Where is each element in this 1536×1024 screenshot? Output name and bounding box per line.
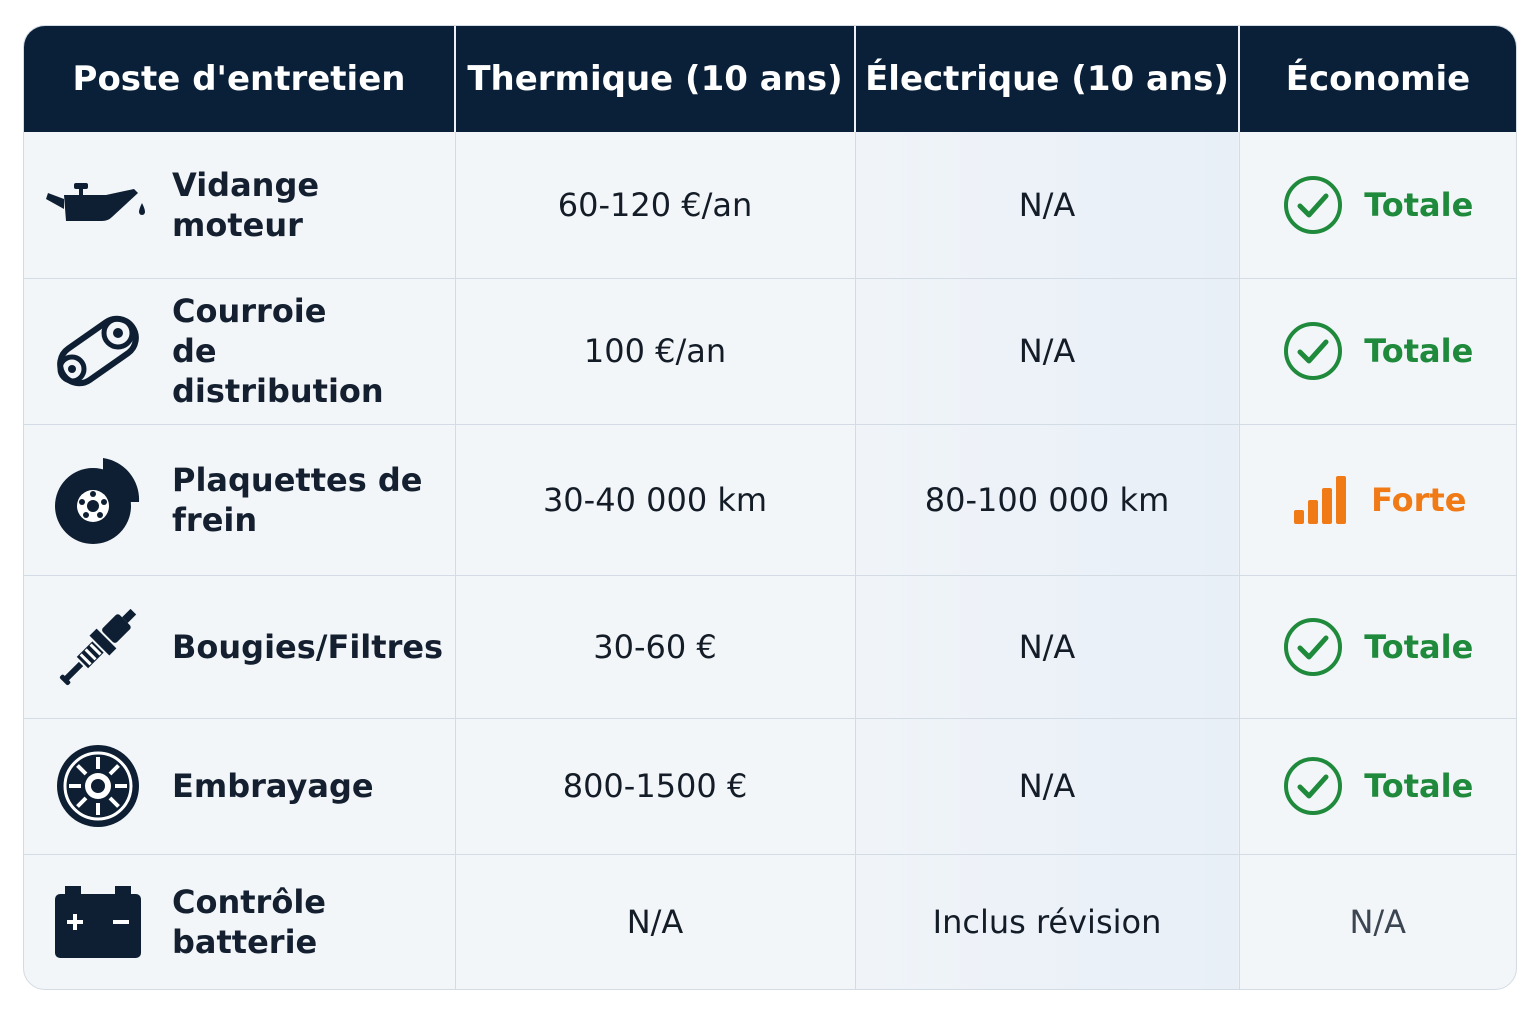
check-circle-icon: [1282, 320, 1344, 382]
check-circle-icon: [1282, 755, 1344, 817]
saving-cell: [1239, 575, 1516, 718]
saving-label: Forte: [1371, 480, 1467, 519]
thermal-cell: 60-120 €/an: [455, 132, 855, 278]
electric-cell: N/A: [855, 132, 1239, 278]
electric-cell: Inclus révision: [855, 854, 1239, 989]
clutch-icon: [24, 743, 172, 829]
thermal-cell: 30-40 000 km: [455, 424, 855, 575]
table-row: [24, 718, 1516, 854]
saving-cell: [1239, 278, 1516, 424]
electric-cell: N/A: [855, 575, 1239, 718]
thermal-cell: 800-1500 €: [455, 718, 855, 854]
item-label: Embrayage: [172, 767, 374, 805]
table-row: [24, 575, 1516, 718]
saving-cell: [1239, 132, 1516, 278]
header-thermal: Thermique (10 ans): [455, 26, 855, 132]
table-header-row: [24, 26, 1516, 132]
spark-plug-icon: [24, 601, 172, 693]
thermal-cell: 30-60 €: [455, 575, 855, 718]
saving-cell: N/A: [1239, 854, 1516, 989]
table-row: [24, 132, 1516, 278]
table-row: [24, 424, 1516, 575]
saving-label: Totale: [1364, 767, 1474, 805]
electric-cell: N/A: [855, 718, 1239, 854]
header-item: Poste d'entretien: [72, 59, 406, 99]
table-row: [24, 278, 1516, 424]
electric-cell: 80-100 000 km: [855, 424, 1239, 575]
check-circle-icon: [1282, 174, 1344, 236]
thermal-cell: 100 €/an: [455, 278, 855, 424]
item-label: Plaquettes de frein: [172, 460, 423, 539]
thermal-cell: N/A: [455, 854, 855, 989]
check-circle-icon: [1282, 616, 1344, 678]
item-label: Courroie de distribution: [172, 292, 384, 410]
item-cell: [24, 575, 455, 718]
saving-cell: [1239, 718, 1516, 854]
header-saving: Économie: [1239, 26, 1516, 132]
saving-label: Totale: [1364, 185, 1474, 224]
item-cell: [24, 132, 455, 278]
oil-can-icon: [24, 177, 172, 233]
item-cell: [24, 854, 455, 989]
item-cell: [24, 278, 455, 424]
saving-label: Totale: [1364, 627, 1474, 666]
bar-chart-icon: [1289, 469, 1351, 531]
battery-icon: [24, 886, 172, 958]
saving-cell: [1239, 424, 1516, 575]
electric-cell: N/A: [855, 278, 1239, 424]
item-cell: [24, 424, 455, 575]
item-label: Vidange moteur: [172, 165, 320, 244]
item-cell: [24, 718, 455, 854]
saving-label: Totale: [1364, 332, 1474, 370]
header-electric: Électrique (10 ans): [855, 26, 1239, 132]
maintenance-comparison-table: [23, 25, 1517, 990]
item-label: Contrôle batterie: [172, 882, 326, 961]
table-row: [24, 854, 1516, 989]
item-label: Bougies/Filtres: [172, 627, 444, 666]
brake-disc-icon: [24, 454, 172, 546]
timing-belt-icon: [24, 306, 172, 396]
